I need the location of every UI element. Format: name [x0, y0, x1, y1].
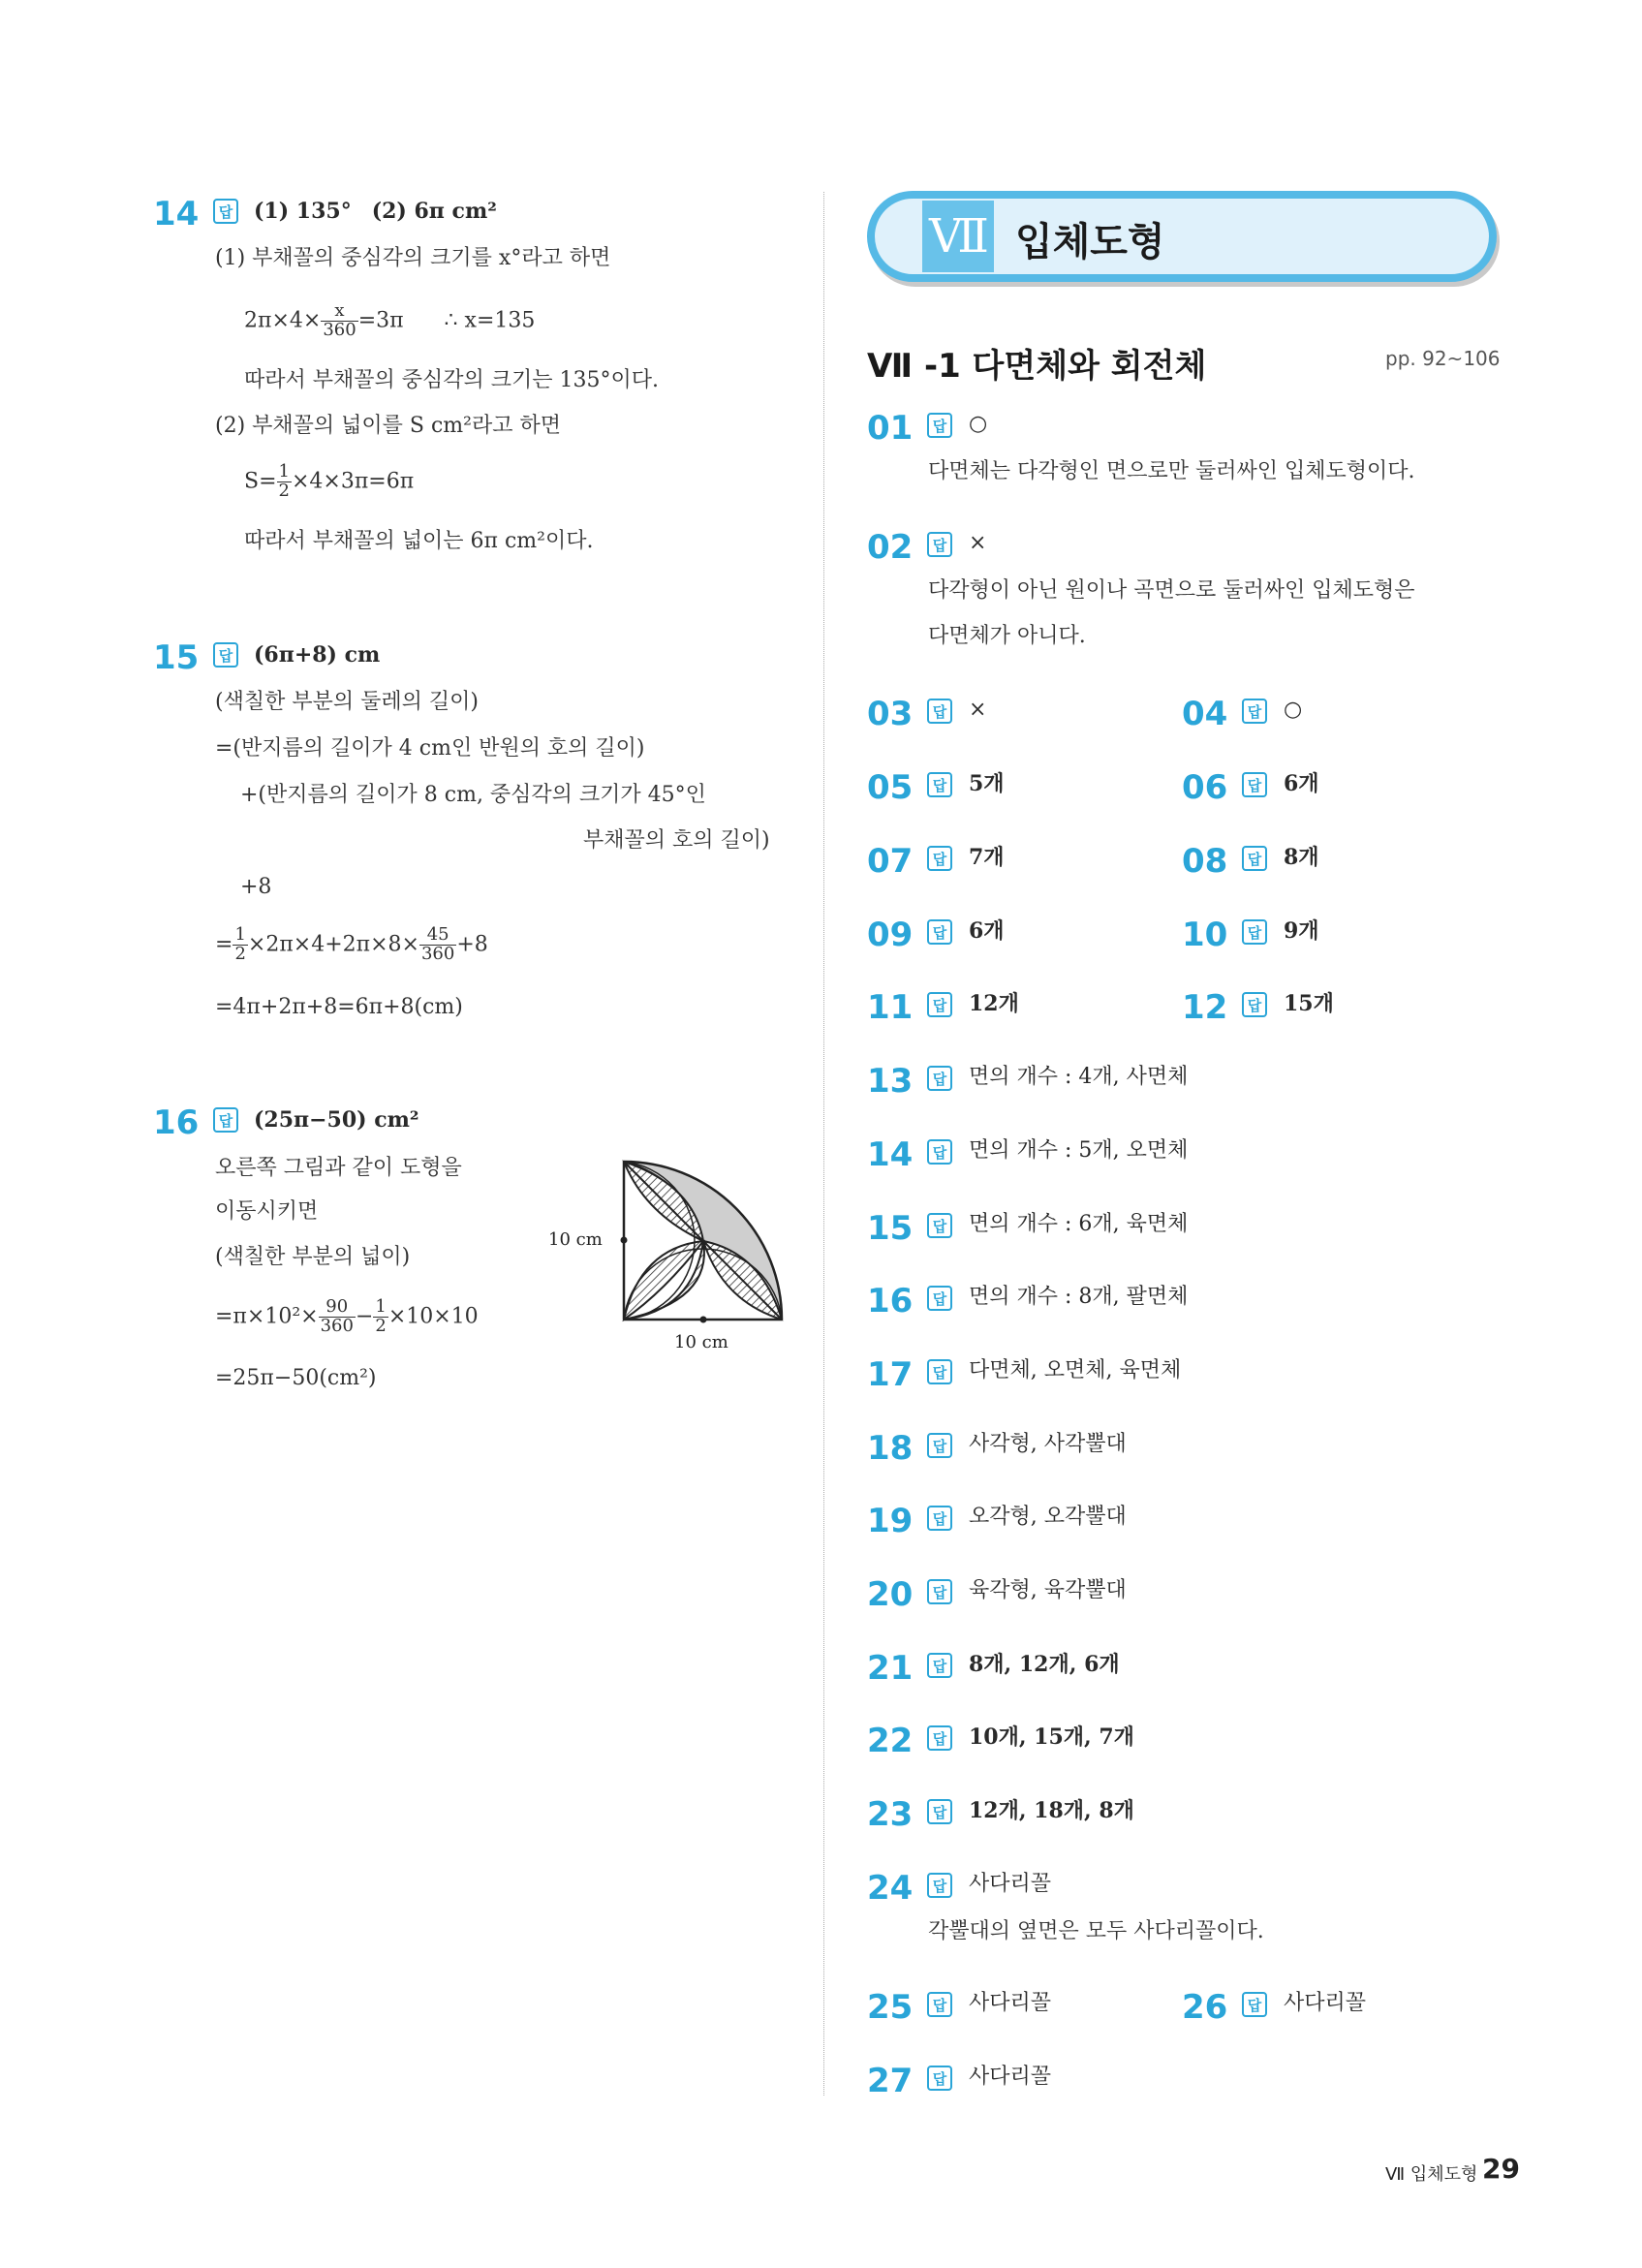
answer-badge: 답 [927, 1359, 952, 1384]
answer-text: 8개, 12개, 6개 [969, 1652, 1120, 1677]
answer-badge: 답 [927, 1579, 952, 1604]
problem-number: 15 [867, 1209, 914, 1248]
chapter-title: 입체도형 [1015, 220, 1165, 264]
answer-text: × [969, 531, 987, 555]
answer-badge: 답 [927, 1066, 952, 1091]
problem-number: 26 [1182, 1988, 1228, 2027]
page-range: pp. 92~106 [1385, 347, 1501, 370]
explanation: 각뿔대의 옆면은 모두 사다리꼴이다. [928, 1919, 1264, 1943]
midpoint-dot [621, 1237, 628, 1244]
problem-number: 09 [867, 916, 914, 954]
problem-number: 16 [867, 1282, 914, 1320]
problem-number: 16 [153, 1103, 200, 1142]
solution-line: (색칠한 부분의 넓이) [215, 1245, 411, 1269]
answer-badge: 답 [927, 699, 952, 724]
problem-number: 06 [1182, 768, 1228, 807]
answer-text: 9개 [1284, 918, 1319, 944]
equation: =π×10²× $\frac{90}{360}$ − $\frac{1}{2}$ ×10×10 [215, 1296, 479, 1336]
solution-line: =(반지름의 길이가 4 cm인 반원의 호의 길이) [215, 736, 645, 761]
answer-text: (1) 135° (2) 6π cm² [254, 199, 497, 224]
problem-number: 08 [1182, 842, 1228, 881]
answer-badge: 답 [927, 1653, 952, 1678]
answer-badge: 답 [1242, 992, 1267, 1017]
answer-text: × [969, 698, 987, 722]
answer-text: 사다리꼴 [969, 2065, 1052, 2089]
explanation: 다각형이 아닌 원이나 곡면으로 둘러싸인 입체도형은 [928, 578, 1415, 603]
answer-text: 사각형, 사각뿔대 [969, 1432, 1127, 1456]
figure-label-left: 10 cm [548, 1229, 603, 1250]
figure-label-bottom: 10 cm [674, 1332, 728, 1352]
problem-number: 25 [867, 1988, 914, 2027]
solution-line: 이동시키면 [215, 1199, 319, 1224]
solution-line: =25π−50(cm²) [215, 1366, 377, 1390]
answer-badge: 답 [927, 1799, 952, 1824]
answer-text: 다면체, 오면체, 육면체 [969, 1358, 1182, 1383]
problem-number: 01 [867, 409, 914, 448]
solution-line: (2) 부채꼴의 넓이를 S cm²라고 하면 [215, 414, 561, 438]
problem-number: 04 [1182, 695, 1228, 733]
problem-number: 07 [867, 842, 914, 881]
answer-text: 면의 개수 : 6개, 육면체 [969, 1212, 1189, 1236]
answer-badge: 답 [1242, 1992, 1267, 2017]
answer-text: 사다리꼴 [969, 1991, 1052, 2015]
answer-badge: 답 [213, 642, 238, 668]
answer-badge: 답 [927, 846, 952, 871]
answer-badge: 답 [927, 1725, 952, 1751]
answer-badge: 답 [1242, 846, 1267, 871]
answer-badge: 답 [213, 1107, 238, 1133]
answer-text: 15개 [1284, 991, 1334, 1016]
problem-number: 22 [867, 1722, 914, 1760]
answer-badge: 답 [927, 772, 952, 797]
problem-number: 20 [867, 1575, 914, 1614]
chapter-number: Ⅶ [922, 201, 994, 272]
answer-text: ○ [1284, 698, 1303, 722]
answer-badge: 답 [1242, 772, 1267, 797]
answer-text: 6개 [1284, 771, 1319, 796]
answer-text: 육각형, 육각뿔대 [969, 1578, 1127, 1602]
answer-text: (25π−50) cm² [254, 1107, 419, 1133]
footer-chapter-label: Ⅶ 입체도형 [1385, 2164, 1478, 2185]
answer-text: 12개, 18개, 8개 [969, 1798, 1134, 1823]
problem-number: 12 [1182, 988, 1228, 1027]
problem-number: 14 [867, 1135, 914, 1174]
problem-number: 13 [867, 1062, 914, 1101]
answer-badge: 답 [927, 992, 952, 1017]
answer-badge: 답 [927, 1213, 952, 1238]
equation: S= $\frac{1}{2}$ ×4×3π=6π [244, 461, 415, 501]
problem-number: 17 [867, 1355, 914, 1394]
answer-badge: 답 [1242, 699, 1267, 724]
column-divider [823, 192, 824, 2096]
answer-badge: 답 [927, 1433, 952, 1458]
problem-number: 03 [867, 695, 914, 733]
equation: = $\frac{1}{2}$ ×2π×4+2π×8× $\frac{45}{360}$ +8 [215, 924, 488, 964]
answer-badge: 답 [927, 532, 952, 557]
answer-text: 면의 개수 : 8개, 팔면체 [969, 1285, 1189, 1309]
problem-number: 14 [153, 195, 200, 233]
solution-line: 오른쪽 그림과 같이 도형을 [215, 1156, 462, 1180]
solution-line: 따라서 부채꼴의 중심각의 크기는 135°이다. [244, 368, 659, 392]
answer-badge: 답 [927, 1873, 952, 1898]
answer-text: 12개 [969, 991, 1019, 1016]
answer-badge: 답 [927, 413, 952, 438]
problem-number: 05 [867, 768, 914, 807]
solution-line: 따라서 부채꼴의 넓이는 6π cm²이다. [244, 529, 594, 553]
page-number: 29 [1482, 2153, 1520, 2185]
midpoint-dot [700, 1317, 707, 1323]
problem-number: 11 [867, 988, 914, 1027]
answer-text: 6개 [969, 918, 1005, 944]
answer-text: 7개 [969, 845, 1005, 870]
solution-line: 부채꼴의 호의 길이) [583, 828, 770, 853]
answer-text: (6π+8) cm [254, 642, 381, 668]
problem-number: 19 [867, 1502, 914, 1540]
explanation: 다면체는 다각형인 면으로만 둘러싸인 입체도형이다. [928, 459, 1415, 483]
answer-badge: 답 [927, 1286, 952, 1311]
answer-text: 사다리꼴 [1284, 1991, 1367, 2015]
problem-number: 24 [867, 1869, 914, 1908]
solution-line: (색칠한 부분의 둘레의 길이) [215, 690, 479, 714]
answer-badge: 답 [927, 1139, 952, 1165]
problem-number: 21 [867, 1649, 914, 1688]
problem-number: 18 [867, 1429, 914, 1468]
answer-badge: 답 [213, 199, 238, 224]
answer-badge: 답 [927, 1506, 952, 1531]
problem-number: 23 [867, 1795, 914, 1834]
answer-text: 10개, 15개, 7개 [969, 1724, 1134, 1750]
solution-line: (1) 부채꼴의 중심각의 크기를 x°라고 하면 [215, 246, 611, 270]
answer-text: 면의 개수 : 5개, 오면체 [969, 1138, 1189, 1163]
problem-number: 15 [153, 638, 200, 677]
equation: 2π×4× $\frac{x}{360}$ =3π ∴ x=135 [244, 300, 536, 340]
solution-line: +8 [240, 875, 272, 899]
problem-number: 10 [1182, 916, 1228, 954]
answer-text: 5개 [969, 771, 1005, 796]
answer-text: 사다리꼴 [969, 1872, 1052, 1896]
section-title: Ⅶ -1 다면체와 회전체 [867, 347, 1207, 386]
answer-text: 면의 개수 : 4개, 사면체 [969, 1065, 1189, 1089]
answer-text: ○ [969, 412, 988, 436]
solution-line: +(반지름의 길이가 8 cm, 중심각의 크기가 45°인 [240, 783, 706, 807]
answer-text: 8개 [1284, 845, 1319, 870]
answer-badge: 답 [927, 2066, 952, 2091]
solution-line: =4π+2π+8=6π+8(cm) [215, 995, 463, 1019]
answer-text: 오각형, 오각뿔대 [969, 1505, 1127, 1529]
problem-number: 02 [867, 528, 914, 567]
answer-badge: 답 [927, 919, 952, 945]
geometry-figure [548, 1146, 800, 1359]
answer-badge: 답 [1242, 919, 1267, 945]
explanation: 다면체가 아니다. [928, 624, 1086, 648]
problem-number: 27 [867, 2062, 914, 2100]
answer-badge: 답 [927, 1992, 952, 2017]
